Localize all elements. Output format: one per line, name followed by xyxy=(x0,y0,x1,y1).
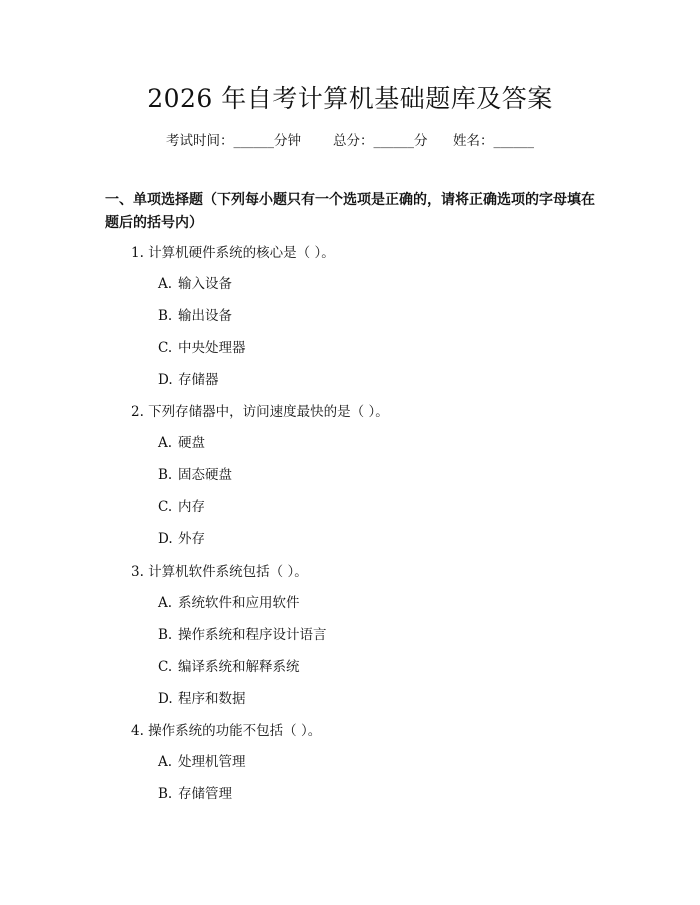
option-text: 固态硬盘 xyxy=(178,467,232,483)
option-text: 操作系统和程序设计语言 xyxy=(178,627,327,643)
total-score-field: 总分：______分 xyxy=(333,133,428,149)
option-letter: B. xyxy=(158,308,173,324)
name-field: 姓名：______ xyxy=(453,133,534,149)
option-text: 内存 xyxy=(178,499,205,515)
option-letter: B. xyxy=(158,786,173,802)
answer-option xyxy=(158,529,205,549)
option-text: 中央处理器 xyxy=(178,340,246,356)
answer-option xyxy=(158,433,205,453)
option-letter: C. xyxy=(158,499,173,515)
option-letter: A. xyxy=(158,754,173,770)
answer-option xyxy=(158,784,232,804)
option-letter: D. xyxy=(158,531,173,547)
option-text: 系统软件和应用软件 xyxy=(178,595,300,611)
question-stem: 2. 下列存储器中，访问速度最快的是（ ）。 xyxy=(131,404,389,420)
section-heading: 一、单项选择题（下列每小题只有一个选项是正确的，请将正确选项的字母填在题后的括号内） xyxy=(105,192,595,231)
answer-option xyxy=(158,593,300,613)
answer-option xyxy=(158,497,205,517)
answer-option xyxy=(158,689,246,709)
answer-option xyxy=(158,274,232,294)
option-text: 编译系统和解释系统 xyxy=(178,659,300,675)
option-text: 处理机管理 xyxy=(178,754,246,770)
answer-option xyxy=(158,657,300,677)
question-stem: 4. 操作系统的功能不包括（ ）。 xyxy=(131,723,322,739)
option-text: 存储器 xyxy=(178,372,219,388)
option-text: 输入设备 xyxy=(178,276,232,292)
answer-option xyxy=(158,306,232,326)
question-stem: 1. 计算机硬件系统的核心是（ ）。 xyxy=(131,245,335,261)
answer-option xyxy=(158,338,246,358)
option-letter: A. xyxy=(158,435,173,451)
option-letter: D. xyxy=(158,691,173,707)
question-stem: 3. 计算机软件系统包括（ ）。 xyxy=(131,564,308,580)
option-letter: C. xyxy=(158,340,173,356)
option-text: 程序和数据 xyxy=(178,691,246,707)
option-text: 存储管理 xyxy=(178,786,232,802)
option-text: 硬盘 xyxy=(178,435,205,451)
page-title: 2026 年自考计算机基础题库及答案 xyxy=(147,84,553,113)
answer-option xyxy=(158,625,327,645)
option-text: 外存 xyxy=(178,531,205,547)
option-letter: B. xyxy=(158,627,173,643)
option-letter: A. xyxy=(158,595,173,611)
option-letter: B. xyxy=(158,467,173,483)
option-letter: A. xyxy=(158,276,173,292)
exam-time-field: 考试时间：______分钟 xyxy=(166,133,301,149)
answer-option xyxy=(158,465,232,485)
answer-option xyxy=(158,370,219,390)
option-text: 输出设备 xyxy=(178,308,232,324)
answer-option xyxy=(158,752,246,772)
option-letter: C. xyxy=(158,659,173,675)
option-letter: D. xyxy=(158,372,173,388)
